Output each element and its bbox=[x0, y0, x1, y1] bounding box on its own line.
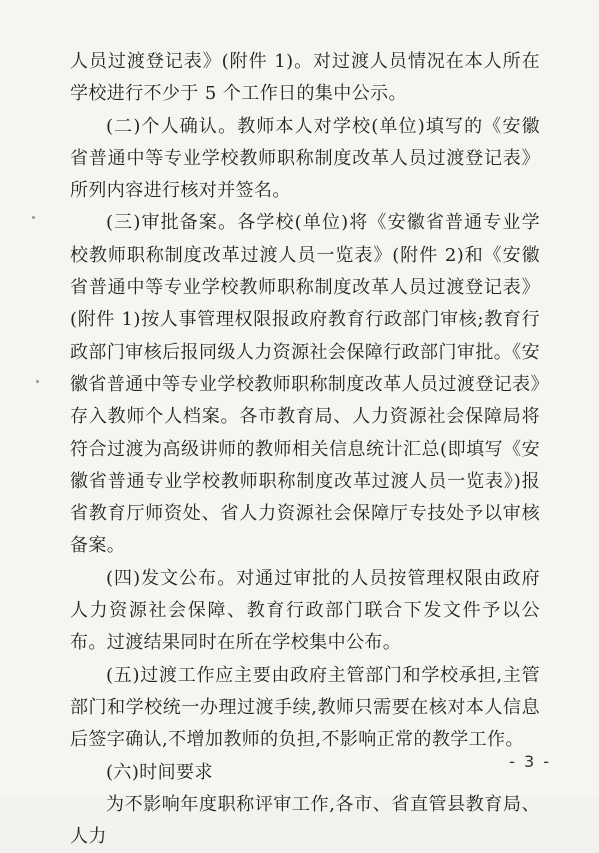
page-number: - 3 - bbox=[509, 752, 551, 771]
paragraph-time-requirement: 为不影响年度职称评审工作,各市、省直管县教育局、人力 bbox=[70, 793, 540, 848]
paragraph-publication: (四)发文公布。对通过审批的人员按管理权限由政府人力资源社会保障、教育行政部门联合下发文件予以公布。过渡结果同时在所在学校集中公布。 bbox=[70, 567, 540, 654]
scan-speck bbox=[32, 216, 35, 219]
paragraph-personal-confirmation: (二)个人确认。教师本人对学校(单位)填写的《安徽省普通中等专业学校教师职称制度改革人员过渡登记表》所列内容进行核对并签名。 bbox=[70, 115, 540, 202]
scan-speck bbox=[36, 380, 39, 383]
document-body bbox=[70, 46, 540, 853]
paragraph-transition-work: (五)过渡工作应主要由政府主管部门和学校承担,主管部门和学校统一办理过渡手续,教师只需要在核对本人信息后签字确认,不增加教师的负担,不影响正常的教学工作。 bbox=[70, 664, 540, 751]
paragraph-registration-form: 人员过渡登记表》(附件 1)。对过渡人员情况在本人所在学校进行不少于 5 个工作日的集中公示。 bbox=[70, 51, 540, 105]
paragraph-time-requirement-heading: (六)时间要求 bbox=[106, 761, 213, 783]
paragraph-approval-filing: (三)审批备案。各学校(单位)将《安徽省普通专业学校教师职称制度改革过渡人员一览表》(附件 2)和《安徽省普通中等专业学校教师职称制度改革人员过渡登记表》(附件 1)按人事管理权限报政府教育行政部门审核;教育行政部门审核后报同级人力资源社会保障行政部门审批。《安徽省普通中等专业学校教师职称制度改革人员过渡登记表》存入教师个人档案。各市教育局、人力资源社会保障局将符合过渡为高级讲师的教师相关信息统计汇总(即填写《安徽省普通专业学校教师职称制度改革过渡人员一览表》)报省教育厅师资处、省人力资源社会保障厅专技处予以审核备案。 bbox=[70, 212, 540, 557]
